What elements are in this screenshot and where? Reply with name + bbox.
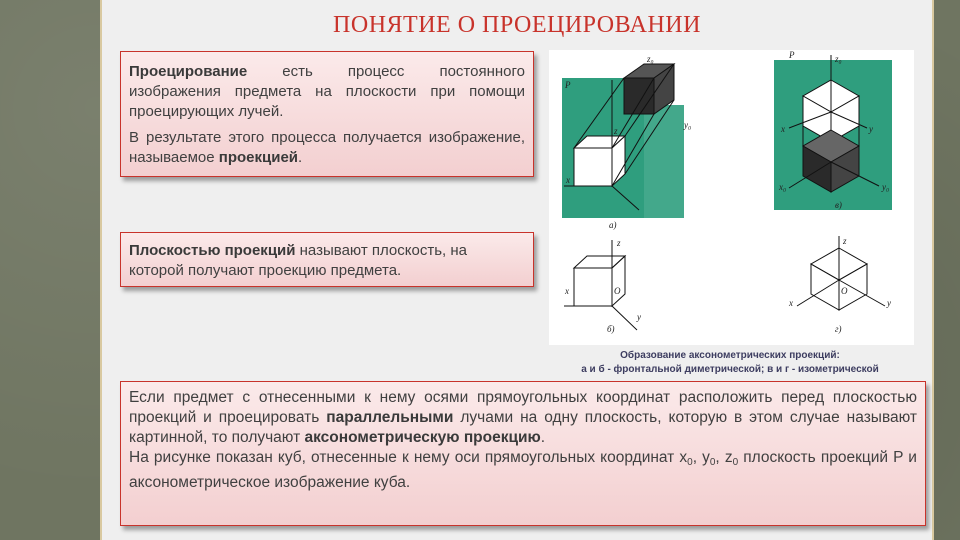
label-v-p: P — [789, 50, 795, 60]
label-v-y0: y₀ — [882, 182, 890, 192]
definition-paragraph — [129, 62, 525, 122]
projection-plane-a-side — [644, 105, 684, 218]
axonometric-paragraph — [129, 388, 917, 448]
label-a-z: z — [614, 126, 618, 136]
label-b-z: z — [617, 238, 621, 248]
cube-projections-illustration — [549, 50, 914, 345]
desc-text-2: плоскость проекций P и аксонометрическое изображение куба. — [129, 449, 917, 491]
desc-sep-1: , y — [692, 449, 710, 466]
sub-z0: 0 — [732, 457, 739, 468]
axonometric-figure — [549, 50, 914, 345]
label-g-y: y — [887, 298, 891, 308]
label-a-p: P — [565, 80, 571, 90]
label-g-z: z — [843, 236, 847, 246]
sub-x0: 0 — [687, 457, 693, 468]
axo-text-2: лучами на одну плоскость, которую в этом случае называют картинной, то получают — [129, 409, 918, 446]
label-g-caption: г) — [835, 324, 842, 334]
label-v-z0: z₀ — [835, 54, 842, 64]
result-paragraph — [129, 128, 525, 168]
figure-caption — [542, 349, 918, 377]
axo-text-1: Если предмет с отнесенными к нему осями прямоугольных координат расположить перед плоскостью проекций и проецировать — [129, 389, 917, 426]
term-projection-result: проекцией — [218, 149, 299, 166]
term-projection: Проецирование — [129, 63, 248, 80]
axo-text-3: . — [540, 429, 546, 446]
page-title: ПОНЯТИЕ О ПРОЕЦИРОВАНИИ — [333, 12, 701, 38]
label-b-caption: б) — [607, 324, 615, 334]
label-v-caption: в) — [835, 200, 842, 210]
figure-description-paragraph — [129, 448, 917, 493]
definition-text: есть процесс постоянного изображения предмета на плоскости при помощи проецирующих лучей. — [129, 63, 525, 120]
label-g-x: x — [789, 298, 793, 308]
plane-paragraph — [129, 241, 525, 281]
label-a-y0: y₀ — [684, 120, 692, 130]
label-a-caption: а) — [609, 220, 617, 230]
definition-plane-box — [120, 232, 534, 287]
label-v-y: y — [869, 124, 873, 134]
sub-y0: 0 — [709, 457, 716, 468]
term-parallel: параллельными — [326, 409, 454, 426]
axonometric-definition-box — [120, 381, 926, 526]
definition-projection-box — [120, 51, 534, 177]
label-b-x: x — [565, 286, 569, 296]
caption-line-1: Образование аксонометрических проекций: — [620, 350, 840, 361]
label-a-z0: z₀ — [647, 54, 654, 64]
slide — [100, 0, 934, 540]
result-text: В результате этого процесса получается изображение, называемое — [129, 129, 525, 166]
desc-sep-2: , z — [715, 449, 733, 466]
label-b-o: O — [614, 286, 621, 296]
label-v-x0: x₀ — [779, 182, 787, 192]
term-axonometric: аксонометрическую проекцию — [304, 429, 541, 446]
label-g-o: O — [841, 286, 848, 296]
desc-text-1: На рисунке показан куб, отнесенные к нему оси прямоугольных координат x — [129, 449, 688, 466]
plane-text: называют плоскость, на которой получают проекцию предмета. — [129, 242, 467, 279]
result-end: . — [298, 149, 303, 166]
label-v-x: x — [781, 124, 785, 134]
label-a-x: x — [566, 175, 570, 185]
term-plane: Плоскостью проекций — [129, 242, 296, 259]
label-b-y: y — [637, 312, 641, 322]
caption-line-2: а и б - фронтальной диметрической; в и г - изометрической — [581, 364, 879, 375]
